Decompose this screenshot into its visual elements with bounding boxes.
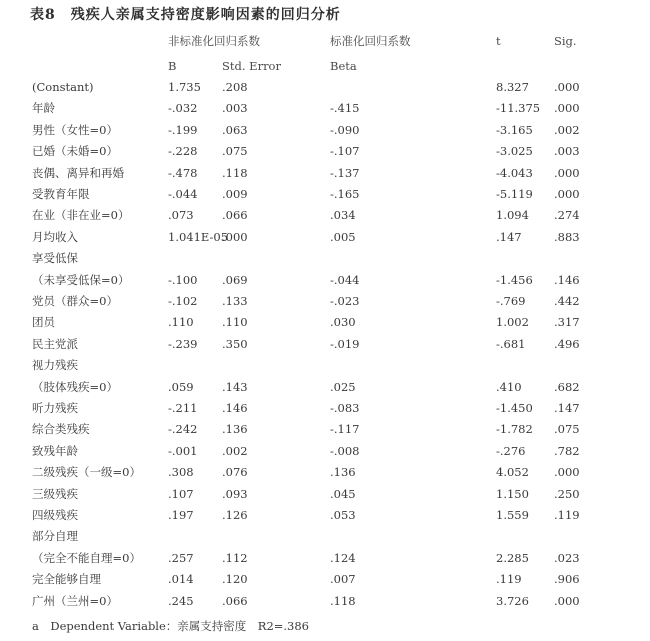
cell-b: -.044 [168, 187, 198, 201]
cell-b: -.032 [168, 101, 198, 115]
row-label: （肢体残疾=0） [32, 380, 118, 394]
cell-beta: -.044 [330, 273, 360, 287]
row-label: 民主党派 [32, 337, 78, 351]
cell-std-error: .350 [222, 337, 248, 351]
row-label: 四级残疾 [32, 508, 78, 522]
cell-b: -.228 [168, 144, 198, 158]
cell-b: .197 [168, 508, 194, 522]
cell-t: 1.559 [496, 508, 529, 522]
cell-b: -.102 [168, 294, 198, 308]
row-label: 男性（女性=0） [32, 123, 118, 137]
row-label: 综合类残疾 [32, 422, 90, 436]
cell-std-error: .136 [222, 422, 248, 436]
cell-b: -.239 [168, 337, 198, 351]
cell-sig: .000 [554, 166, 580, 180]
header-unstandardized: 非标准化回归系数 [168, 34, 260, 48]
cell-sig: .496 [554, 337, 580, 351]
cell-sig: .883 [554, 230, 580, 244]
cell-sig: .442 [554, 294, 580, 308]
cell-sig: .000 [554, 80, 580, 94]
row-label: 三级残疾 [32, 487, 78, 501]
row-label: 年龄 [32, 101, 55, 115]
cell-std-error: .126 [222, 508, 248, 522]
row-label: 部分自理 [32, 529, 78, 543]
cell-sig: .317 [554, 315, 580, 329]
cell-std-error: .093 [222, 487, 248, 501]
cell-t: -4.043 [496, 166, 533, 180]
cell-beta: .007 [330, 572, 356, 586]
cell-beta: -.008 [330, 444, 360, 458]
header-std-error: Std. Error [222, 59, 281, 73]
cell-b: 1.735 [168, 80, 201, 94]
row-label: 月均收入 [32, 230, 78, 244]
cell-b: -.211 [168, 401, 198, 415]
cell-std-error: .069 [222, 273, 248, 287]
cell-t: -1.450 [496, 401, 533, 415]
cell-sig: .250 [554, 487, 580, 501]
cell-beta: .053 [330, 508, 356, 522]
cell-t: -5.119 [496, 187, 533, 201]
header-sig: Sig. [554, 34, 577, 48]
cell-std-error: .110 [222, 315, 248, 329]
cell-sig: .003 [554, 144, 580, 158]
cell-std-error: .076 [222, 465, 248, 479]
cell-beta: .124 [330, 551, 356, 565]
cell-t: .410 [496, 380, 522, 394]
cell-sig: .119 [554, 508, 580, 522]
cell-t: -.681 [496, 337, 526, 351]
cell-t: 4.052 [496, 465, 529, 479]
cell-t: 3.726 [496, 594, 529, 608]
cell-b: .073 [168, 208, 194, 222]
cell-beta: -.107 [330, 144, 360, 158]
row-label: 二级残疾（一级=0） [32, 465, 141, 479]
cell-t: -11.375 [496, 101, 541, 115]
cell-b: .107 [168, 487, 194, 501]
cell-t: .119 [496, 572, 522, 586]
cell-t: -3.025 [496, 144, 533, 158]
cell-t: 1.094 [496, 208, 529, 222]
cell-sig: .075 [554, 422, 580, 436]
cell-beta: -.165 [330, 187, 360, 201]
cell-b: .245 [168, 594, 194, 608]
row-label: (Constant) [32, 80, 94, 94]
cell-t: -1.782 [496, 422, 533, 436]
cell-std-error: .002 [222, 444, 248, 458]
cell-b: -.001 [168, 444, 198, 458]
cell-b: -.199 [168, 123, 198, 137]
row-label: 受教育年限 [32, 187, 90, 201]
cell-beta: -.090 [330, 123, 360, 137]
cell-beta: -.083 [330, 401, 360, 415]
header-b: B [168, 59, 177, 73]
row-label: 享受低保 [32, 251, 78, 265]
cell-beta: -.117 [330, 422, 360, 436]
table-note: a Dependent Variable：亲属支持密度 R2=.386 [32, 619, 310, 633]
row-label: 完全能够自理 [32, 572, 101, 586]
row-label: 视力残疾 [32, 358, 78, 372]
cell-sig: .023 [554, 551, 580, 565]
cell-std-error: .075 [222, 144, 248, 158]
cell-sig: .147 [554, 401, 580, 415]
header-standardized: 标准化回归系数 [330, 34, 411, 48]
cell-beta: .034 [330, 208, 356, 222]
cell-std-error: .063 [222, 123, 248, 137]
cell-beta: -.137 [330, 166, 360, 180]
cell-b: -.242 [168, 422, 198, 436]
cell-sig: .782 [554, 444, 580, 458]
cell-b: .059 [168, 380, 194, 394]
row-label: 在业（非在业=0） [32, 208, 130, 222]
cell-std-error: .120 [222, 572, 248, 586]
row-label: （完全不能自理=0） [32, 551, 141, 565]
cell-b: .308 [168, 465, 194, 479]
cell-std-error: .112 [222, 551, 248, 565]
cell-std-error: .133 [222, 294, 248, 308]
cell-t: 8.327 [496, 80, 529, 94]
cell-sig: .000 [554, 187, 580, 201]
cell-std-error: .066 [222, 208, 248, 222]
row-label: 团员 [32, 315, 55, 329]
row-label: 党员（群众=0） [32, 294, 118, 308]
row-label: 广州（兰州=0） [32, 594, 118, 608]
cell-std-error: .066 [222, 594, 248, 608]
cell-b: .257 [168, 551, 194, 565]
row-label: 已婚（未婚=0） [32, 144, 118, 158]
cell-b: .014 [168, 572, 194, 586]
cell-t: -.276 [496, 444, 526, 458]
cell-t: -.769 [496, 294, 526, 308]
row-label: 听力残疾 [32, 401, 78, 415]
row-label: （未享受低保=0） [32, 273, 130, 287]
cell-beta: -.415 [330, 101, 360, 115]
cell-sig: .000 [554, 594, 580, 608]
cell-std-error: .143 [222, 380, 248, 394]
cell-sig: .146 [554, 273, 580, 287]
row-label: 致残年龄 [32, 444, 78, 458]
cell-std-error: .208 [222, 80, 248, 94]
cell-beta: .030 [330, 315, 356, 329]
cell-t: -1.456 [496, 273, 533, 287]
cell-sig: .274 [554, 208, 580, 222]
cell-t: -3.165 [496, 123, 533, 137]
cell-std-error: .146 [222, 401, 248, 415]
cell-beta: .005 [330, 230, 356, 244]
cell-std-error: .000 [222, 230, 248, 244]
cell-beta: .118 [330, 594, 356, 608]
cell-t: 1.150 [496, 487, 529, 501]
cell-std-error: .118 [222, 166, 248, 180]
cell-sig: .000 [554, 465, 580, 479]
cell-t: 1.002 [496, 315, 529, 329]
cell-std-error: .003 [222, 101, 248, 115]
cell-beta: .136 [330, 465, 356, 479]
row-label: 丧偶、离异和再婚 [32, 166, 124, 180]
cell-t: 2.285 [496, 551, 529, 565]
cell-sig: .000 [554, 101, 580, 115]
cell-sig: .682 [554, 380, 580, 394]
cell-b: -.100 [168, 273, 198, 287]
cell-t: .147 [496, 230, 522, 244]
header-t: t [496, 34, 501, 48]
cell-b: 1.041E-05 [168, 230, 229, 244]
cell-beta: -.023 [330, 294, 360, 308]
cell-beta: -.019 [330, 337, 360, 351]
cell-sig: .002 [554, 123, 580, 137]
cell-b: -.478 [168, 166, 198, 180]
header-beta: Beta [330, 59, 357, 73]
cell-beta: .045 [330, 487, 356, 501]
cell-b: .110 [168, 315, 194, 329]
table-title: 表8 残疾人亲属支持密度影响因素的回归分析 [30, 7, 341, 23]
cell-sig: .906 [554, 572, 580, 586]
cell-std-error: .009 [222, 187, 248, 201]
cell-beta: .025 [330, 380, 356, 394]
